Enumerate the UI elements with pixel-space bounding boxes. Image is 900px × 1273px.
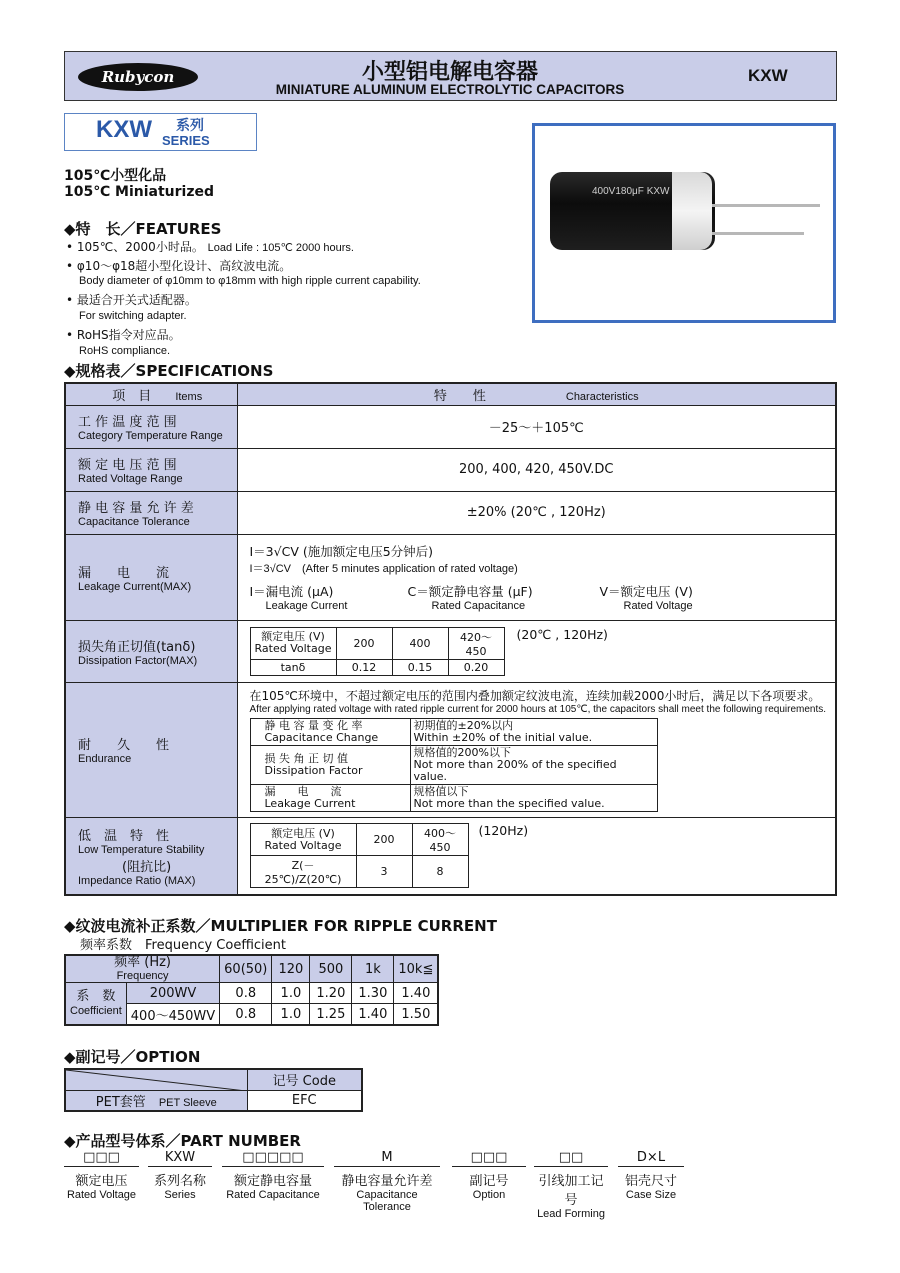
part-capacitance: □□□□□ 额定静电容量 Rated Capacitance (222, 1150, 324, 1201)
dissipation-subtable: 额定电压 (V) Rated Voltage 200 400 420～450 tanδ 0.12 0.15 0.20 (250, 627, 505, 676)
header-items: 项 目 Items (65, 383, 237, 405)
feature-item: • 最适合开关式适配器。 (66, 293, 197, 307)
leakage-value: I＝3√CV (施加额定电压5分钟后) I＝3√CV (After 5 minutes application of rated voltage) I＝漏电流 (μA) Leakage Current C＝额定静电容量 (μF) Rated Capacitance V＝额定电压 (V) Rated Voltage (237, 534, 836, 620)
part-number-title: ◆产品型号体系／PART NUMBER (64, 1132, 301, 1150)
part-case-size: D×L 铝壳尺寸 Case Size (618, 1150, 684, 1201)
feature-item-en: RoHS compliance. (79, 345, 171, 357)
endurance-value: 在105℃环境中，不超过额定电压的范围内叠加额定纹波电流，连续加载2000小时后，满足以下各项要求。 After applying rated voltage with rated ripple current for 2000 hours at 105℃, the capacitors shall meet the following requirements. 静 电 容 量 变 化 率 Capacitance Change 初期值的±20%以内 Within ±20% of the initial value. 损 失 角 正 切 值 Dissipation Factor 规格值的200%以下 Not more than 200% of the specified value. 漏 电 流 Leakage Current 规格值以下 Not more than the specified value. (237, 682, 836, 817)
feature-item: • RoHS指令对应品。 (66, 328, 181, 342)
row-label: 额 定 电 压 范 围 Rated Voltage Range (65, 448, 237, 491)
dissipation-note: (20℃ , 120Hz) (516, 626, 608, 642)
endurance-subtable: 静 电 容 量 变 化 率 Capacitance Change 初期值的±20%以内 Within ±20% of the initial value. 损 失 角 正 切 值 Dissipation Factor 规格值的200%以下 Not more than 200% of the specified value. 漏 电 流 Leakage Current 规格值以下 Not more than the specified value. (250, 718, 658, 813)
table-row (65, 620, 836, 682)
ripple-row-label: 400～450WV (126, 1004, 219, 1025)
option-item: PET套管 PET Sleeve (65, 1090, 247, 1111)
option-diagonal-cell (65, 1069, 247, 1090)
coef-cell: 1.50 (394, 1004, 438, 1025)
freq-head: 频率 (Hz) Frequency (65, 955, 220, 983)
part-lead-forming: □□ 引线加工记号 Lead Forming (534, 1150, 608, 1220)
title-en: MINIATURE ALUMINUM ELECTROLYTIC CAPACITORS (275, 82, 625, 97)
part-rated-voltage: □□□ 额定电压 Rated Voltage (64, 1150, 139, 1201)
coef-cell: 1.0 (272, 983, 310, 1004)
dissipation-value (237, 620, 836, 682)
specs-title: ◆规格表／SPECIFICATIONS (64, 362, 274, 380)
freq-cell: 120 (272, 955, 310, 983)
option-code-head: 记号 Code (247, 1069, 362, 1090)
option-table (64, 1068, 363, 1112)
ripple-head-row (65, 955, 438, 983)
ripple-row (65, 983, 438, 1004)
row-label: 漏 电 流 Leakage Current(MAX) (65, 534, 237, 620)
coef-cell: 1.0 (272, 1004, 310, 1025)
ripple-table (64, 954, 439, 1026)
low-temp-subtable: 额定电压 (V) Rated Voltage 200 400～450 Z(－25℃)/Z(20℃) 3 8 (250, 823, 469, 888)
freq-cell: 10k≦ (394, 955, 438, 983)
header-characteristics: 特 性 Characteristics (237, 383, 836, 405)
coef-cell: 1.25 (310, 1004, 352, 1025)
capacitor-marking: 400V180μF KXW (592, 186, 670, 197)
series-en: SERIES (162, 133, 210, 148)
freq-cell: 60(50) (220, 955, 272, 983)
table-row (65, 534, 836, 620)
series-box (64, 113, 257, 151)
option-code: EFC (247, 1090, 362, 1111)
rubycon-logo: Rubycon (78, 63, 198, 91)
feature-item-en: For switching adapter. (79, 310, 187, 322)
part-option: □□□ 副记号 Option (452, 1150, 526, 1201)
part-series: KXW 系列名称 Series (148, 1150, 212, 1201)
table-row (65, 448, 836, 491)
row-label: 低 温 特 性 Low Temperature Stability (阻抗比) Impedance Ratio (MAX) (65, 817, 237, 895)
capacitor-lead (712, 232, 804, 235)
table-row (65, 491, 836, 534)
freq-cell: 500 (310, 955, 352, 983)
table-row (65, 405, 836, 448)
option-title: ◆副记号／OPTION (64, 1048, 201, 1066)
row-value: －25～＋105℃ (237, 405, 836, 448)
row-label: 静 电 容 量 允 许 差 Capacitance Tolerance (65, 491, 237, 534)
series-name: KXW (96, 116, 152, 143)
low-temp-note: (120Hz) (478, 823, 529, 839)
table-header (65, 383, 836, 405)
coef-head: 系 数 Coefficient (65, 983, 126, 1025)
table-row (65, 682, 836, 817)
series-code: KXW (748, 66, 788, 85)
ripple-title: ◆纹波电流补正系数／MULTIPLIER FOR RIPPLE CURRENT (64, 917, 497, 935)
feature-item: • φ10～φ18超小型化设计、高纹波电流。 (66, 259, 292, 273)
features-title: ◆特 长／FEATURES (64, 220, 222, 238)
row-label: 损失角正切值(tanδ) Dissipation Factor(MAX) (65, 620, 237, 682)
ripple-row-label: 200WV (126, 983, 219, 1004)
coef-cell: 1.40 (394, 983, 438, 1004)
series-cn: 系列 (176, 118, 204, 134)
intro-line2: 105℃ Miniaturized (64, 184, 215, 200)
low-temp-value (237, 817, 836, 895)
specifications-table (64, 382, 837, 896)
freq-cell: 1k (352, 955, 394, 983)
row-label: 耐 久 性 Endurance (65, 682, 237, 817)
row-value: ±20% (20℃ , 120Hz) (237, 491, 836, 534)
intro-line1: 105℃小型化品 (64, 168, 167, 184)
feature-item: • 105℃、2000小时品。 Load Life : 105℃ 2000 hours. (66, 240, 354, 254)
title-cn: 小型铝电解电容器 (361, 60, 538, 85)
features-list (66, 238, 516, 357)
row-value: 200, 400, 420, 450V.DC (237, 448, 836, 491)
feature-item-en: Body diameter of φ10mm to φ18mm with high ripple current capability. (79, 275, 421, 287)
part-tolerance: M 静电容量允许差 Capacitance Tolerance (334, 1150, 440, 1213)
coef-cell: 0.8 (220, 1004, 272, 1025)
ripple-subtitle: 频率系数 Frequency Coefficient (80, 938, 286, 953)
diagonal-line (66, 1070, 246, 1091)
coef-cell: 1.30 (352, 983, 394, 1004)
coef-cell: 1.40 (352, 1004, 394, 1025)
row-label: 工 作 温 度 范 围 Category Temperature Range (65, 405, 237, 448)
capacitor-stripe (672, 172, 712, 250)
table-row (65, 817, 836, 895)
coef-cell: 1.20 (310, 983, 352, 1004)
coef-cell: 0.8 (220, 983, 272, 1004)
capacitor-lead (712, 204, 820, 207)
